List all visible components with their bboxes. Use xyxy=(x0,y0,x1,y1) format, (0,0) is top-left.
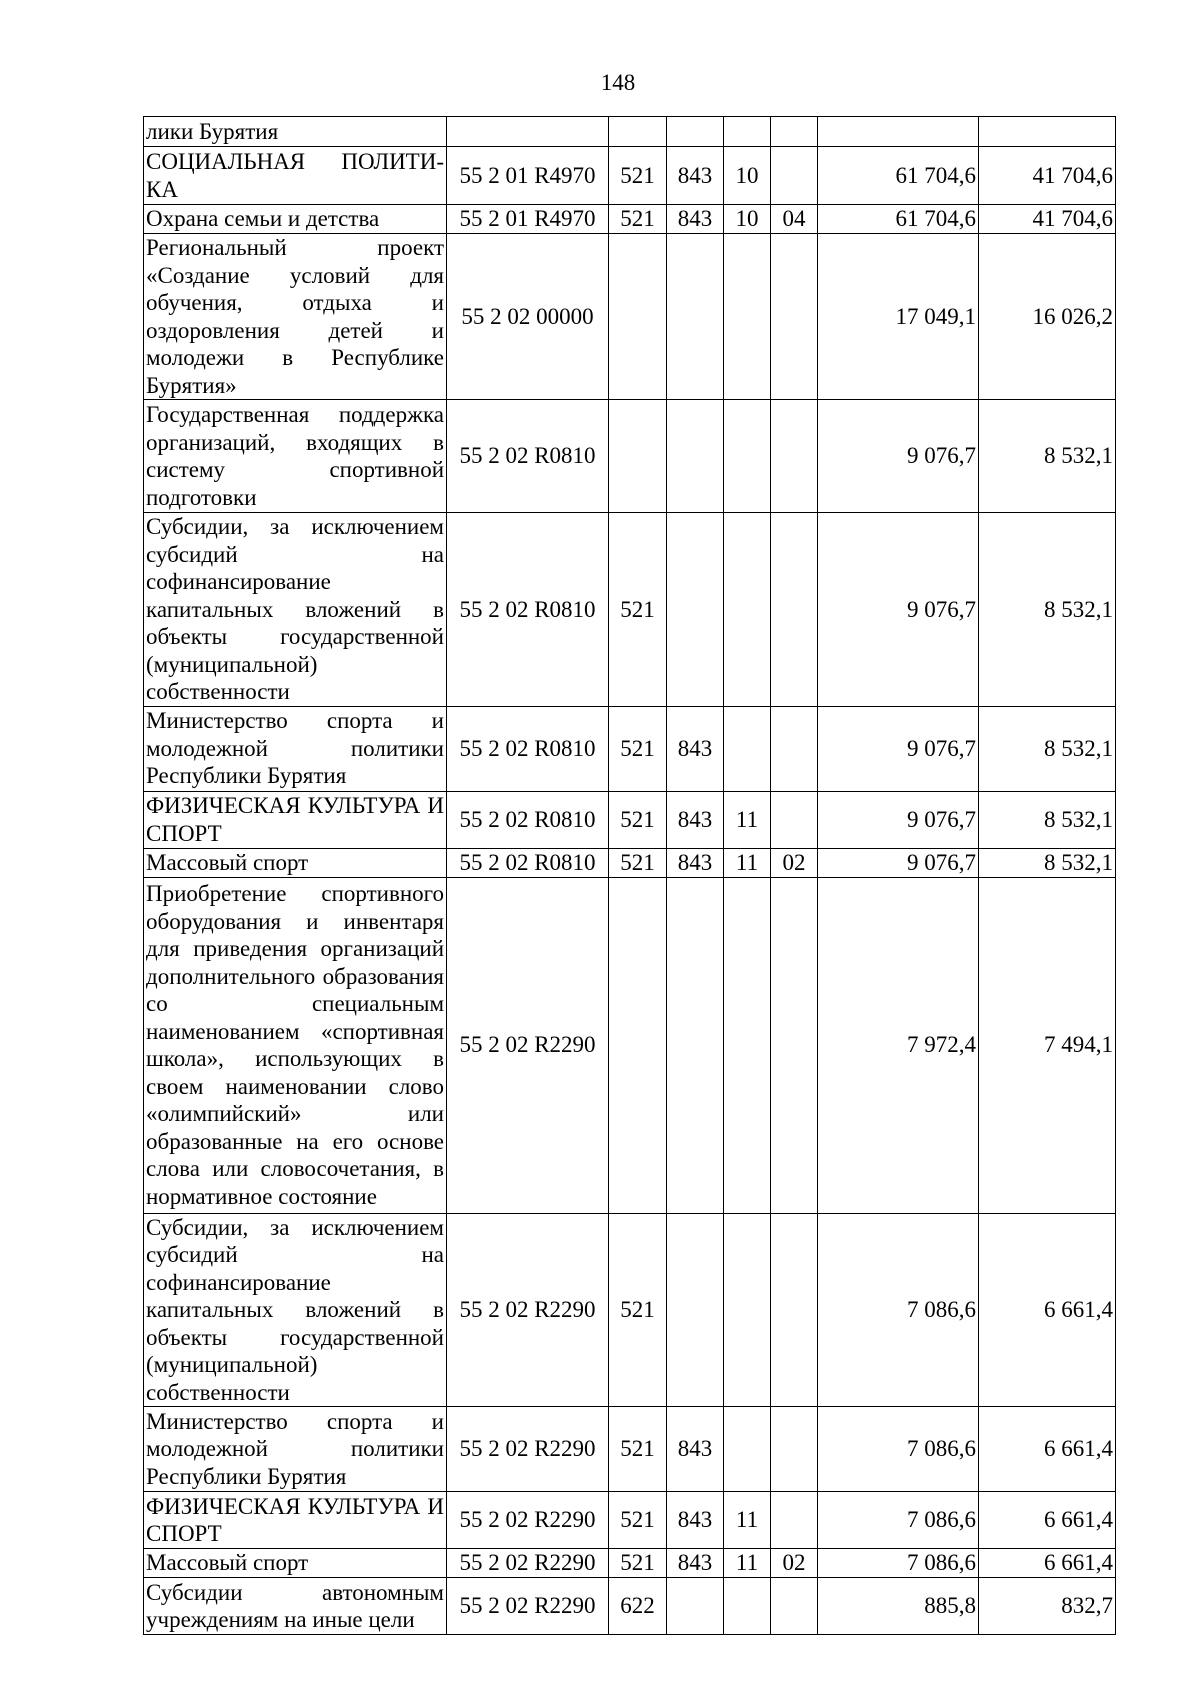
row-v1: 9 076,7 xyxy=(818,706,979,791)
table-row xyxy=(144,706,1116,791)
row-name: ФИЗИЧЕСКАЯ КУЛЬТУРА И СПОРТ xyxy=(144,1492,447,1549)
row-code: 55 2 02 R2290 xyxy=(447,1213,609,1407)
row-code: 55 2 02 R2290 xyxy=(447,1578,609,1635)
row-name: ФИЗИЧЕСКАЯ КУЛЬТУРА И СПОРТ xyxy=(144,791,447,848)
row-code: 55 2 02 R0810 xyxy=(447,848,609,877)
row-c4 xyxy=(771,791,818,848)
row-c2 xyxy=(667,877,724,1213)
row-v2: 7 494,1 xyxy=(979,877,1116,1213)
row-c4 xyxy=(771,147,818,205)
row-c2: 843 xyxy=(667,791,724,848)
row-code: 55 2 02 R0810 xyxy=(447,400,609,513)
row-v2: 6 661,4 xyxy=(979,1549,1116,1578)
row-v2: 8 532,1 xyxy=(979,513,1116,707)
row-code: 55 2 01 R4970 xyxy=(447,205,609,234)
table-row xyxy=(144,400,1116,513)
row-c4 xyxy=(771,400,818,513)
budget-table xyxy=(143,116,1116,1635)
row-v1: 7 086,6 xyxy=(818,1407,979,1492)
row-c1 xyxy=(609,877,667,1213)
row-c2: 843 xyxy=(667,205,724,234)
table-row xyxy=(144,513,1116,707)
row-c1: 521 xyxy=(609,147,667,205)
row-c3 xyxy=(724,1407,771,1492)
row-v1: 61 704,6 xyxy=(818,205,979,234)
row-c4: 04 xyxy=(771,205,818,234)
row-c2: 843 xyxy=(667,706,724,791)
row-v2: 8 532,1 xyxy=(979,848,1116,877)
row-c3: 11 xyxy=(724,848,771,877)
row-code: 55 2 01 R4970 xyxy=(447,147,609,205)
row-v2: 41 704,6 xyxy=(979,205,1116,234)
row-c3: 11 xyxy=(724,1549,771,1578)
table-row xyxy=(144,147,1116,205)
row-v1: 7 086,6 xyxy=(818,1549,979,1578)
row-c2: 843 xyxy=(667,848,724,877)
row-c1: 521 xyxy=(609,848,667,877)
table-row xyxy=(144,848,1116,877)
row-code: 55 2 02 R0810 xyxy=(447,513,609,707)
row-c3 xyxy=(724,117,771,147)
row-v2 xyxy=(979,117,1116,147)
row-c2: 843 xyxy=(667,1549,724,1578)
row-name: Массовый спорт xyxy=(144,1549,447,1578)
row-c3 xyxy=(724,1213,771,1407)
row-c3 xyxy=(724,1578,771,1635)
row-c1: 521 xyxy=(609,205,667,234)
row-v2: 8 532,1 xyxy=(979,791,1116,848)
row-code: 55 2 02 R2290 xyxy=(447,1492,609,1549)
row-name: Массовый спорт xyxy=(144,848,447,877)
row-v1: 7 972,4 xyxy=(818,877,979,1213)
row-c2 xyxy=(667,400,724,513)
table-row xyxy=(144,205,1116,234)
row-v2: 832,7 xyxy=(979,1578,1116,1635)
row-v1: 9 076,7 xyxy=(818,400,979,513)
row-v2: 16 026,2 xyxy=(979,234,1116,400)
table-row xyxy=(144,234,1116,400)
row-c2 xyxy=(667,117,724,147)
row-c1 xyxy=(609,400,667,513)
table-row xyxy=(144,1549,1116,1578)
row-name: Субсидии, за исключением субсидий на софинансирование капитальных вложений в объекты государственной (муниципальной) собственности xyxy=(144,1213,447,1407)
row-c3 xyxy=(724,877,771,1213)
row-v2: 41 704,6 xyxy=(979,147,1116,205)
row-v1: 9 076,7 xyxy=(818,791,979,848)
row-c3 xyxy=(724,400,771,513)
row-v2: 6 661,4 xyxy=(979,1492,1116,1549)
row-v1: 61 704,6 xyxy=(818,147,979,205)
row-code xyxy=(447,117,609,147)
row-v1: 7 086,6 xyxy=(818,1213,979,1407)
row-c4 xyxy=(771,117,818,147)
row-c1: 521 xyxy=(609,1549,667,1578)
row-name: Министерство спорта и молодежной политики Республики Бурятия xyxy=(144,706,447,791)
row-c3 xyxy=(724,706,771,791)
row-code: 55 2 02 R0810 xyxy=(447,706,609,791)
row-v1: 885,8 xyxy=(818,1578,979,1635)
row-v2: 6 661,4 xyxy=(979,1213,1116,1407)
row-v1 xyxy=(818,117,979,147)
row-name: Региональный проект «Создание условий для обучения, отдыха и оздоровления детей и молодежи в Республике Бурятия» xyxy=(144,234,447,400)
row-c2: 843 xyxy=(667,147,724,205)
row-c2 xyxy=(667,234,724,400)
row-c4 xyxy=(771,1578,818,1635)
row-c4 xyxy=(771,877,818,1213)
row-c4: 02 xyxy=(771,1549,818,1578)
row-c2: 843 xyxy=(667,1492,724,1549)
row-c1: 521 xyxy=(609,1407,667,1492)
row-c3 xyxy=(724,234,771,400)
row-name: СОЦИАЛЬНАЯ ПОЛИТИ-КА xyxy=(144,147,447,205)
row-name: Приобретение спортивного оборудования и инвентаря для приведения организаций дополнительного образования со специальным наименованием «спортивная школа», использующих в своем наименовании слово «олимпийский» или образованные на его основе слова или словосочетания, в нормативное состояние xyxy=(144,877,447,1213)
row-c4 xyxy=(771,1492,818,1549)
row-c4 xyxy=(771,234,818,400)
row-c4 xyxy=(771,706,818,791)
row-v1: 7 086,6 xyxy=(818,1492,979,1549)
row-c3: 11 xyxy=(724,1492,771,1549)
row-c2 xyxy=(667,513,724,707)
row-name: Субсидии, за исключением субсидий на софинансирование капитальных вложений в объекты государственной (муниципальной) собственности xyxy=(144,513,447,707)
table-row xyxy=(144,1578,1116,1635)
table-row xyxy=(144,1213,1116,1407)
row-v2: 6 661,4 xyxy=(979,1407,1116,1492)
row-c1: 521 xyxy=(609,1492,667,1549)
row-name: Субсидии автономным учреждениям на иные цели xyxy=(144,1578,447,1635)
row-c1: 521 xyxy=(609,1213,667,1407)
table-row xyxy=(144,117,1116,147)
row-c4 xyxy=(771,1213,818,1407)
row-c1: 521 xyxy=(609,791,667,848)
row-c3 xyxy=(724,513,771,707)
row-name: Министерство спорта и молодежной политики Республики Бурятия xyxy=(144,1407,447,1492)
row-c1: 622 xyxy=(609,1578,667,1635)
row-v1: 17 049,1 xyxy=(818,234,979,400)
row-name: Государственная поддержка организаций, входящих в систему спортивной подготовки xyxy=(144,400,447,513)
row-v2: 8 532,1 xyxy=(979,400,1116,513)
row-code: 55 2 02 R2290 xyxy=(447,1407,609,1492)
table-row xyxy=(144,791,1116,848)
row-name: лики Бурятия xyxy=(144,117,447,147)
row-name: Охрана семьи и детства xyxy=(144,205,447,234)
row-c2 xyxy=(667,1578,724,1635)
row-c1: 521 xyxy=(609,513,667,707)
page-number: 148 xyxy=(600,70,636,95)
table-row xyxy=(144,877,1116,1213)
row-code: 55 2 02 00000 xyxy=(447,234,609,400)
row-code: 55 2 02 R2290 xyxy=(447,1549,609,1578)
row-c3: 11 xyxy=(724,791,771,848)
row-c2: 843 xyxy=(667,1407,724,1492)
row-v1: 9 076,7 xyxy=(818,513,979,707)
row-c4: 02 xyxy=(771,848,818,877)
row-c1 xyxy=(609,234,667,400)
row-code: 55 2 02 R2290 xyxy=(447,877,609,1213)
row-c4 xyxy=(771,513,818,707)
row-code: 55 2 02 R0810 xyxy=(447,791,609,848)
row-c3: 10 xyxy=(724,205,771,234)
row-c1: 521 xyxy=(609,706,667,791)
row-c1 xyxy=(609,117,667,147)
row-c3: 10 xyxy=(724,147,771,205)
table-row xyxy=(144,1492,1116,1549)
row-c4 xyxy=(771,1407,818,1492)
row-c2 xyxy=(667,1213,724,1407)
row-v2: 8 532,1 xyxy=(979,706,1116,791)
row-v1: 9 076,7 xyxy=(818,848,979,877)
table-row xyxy=(144,1407,1116,1492)
